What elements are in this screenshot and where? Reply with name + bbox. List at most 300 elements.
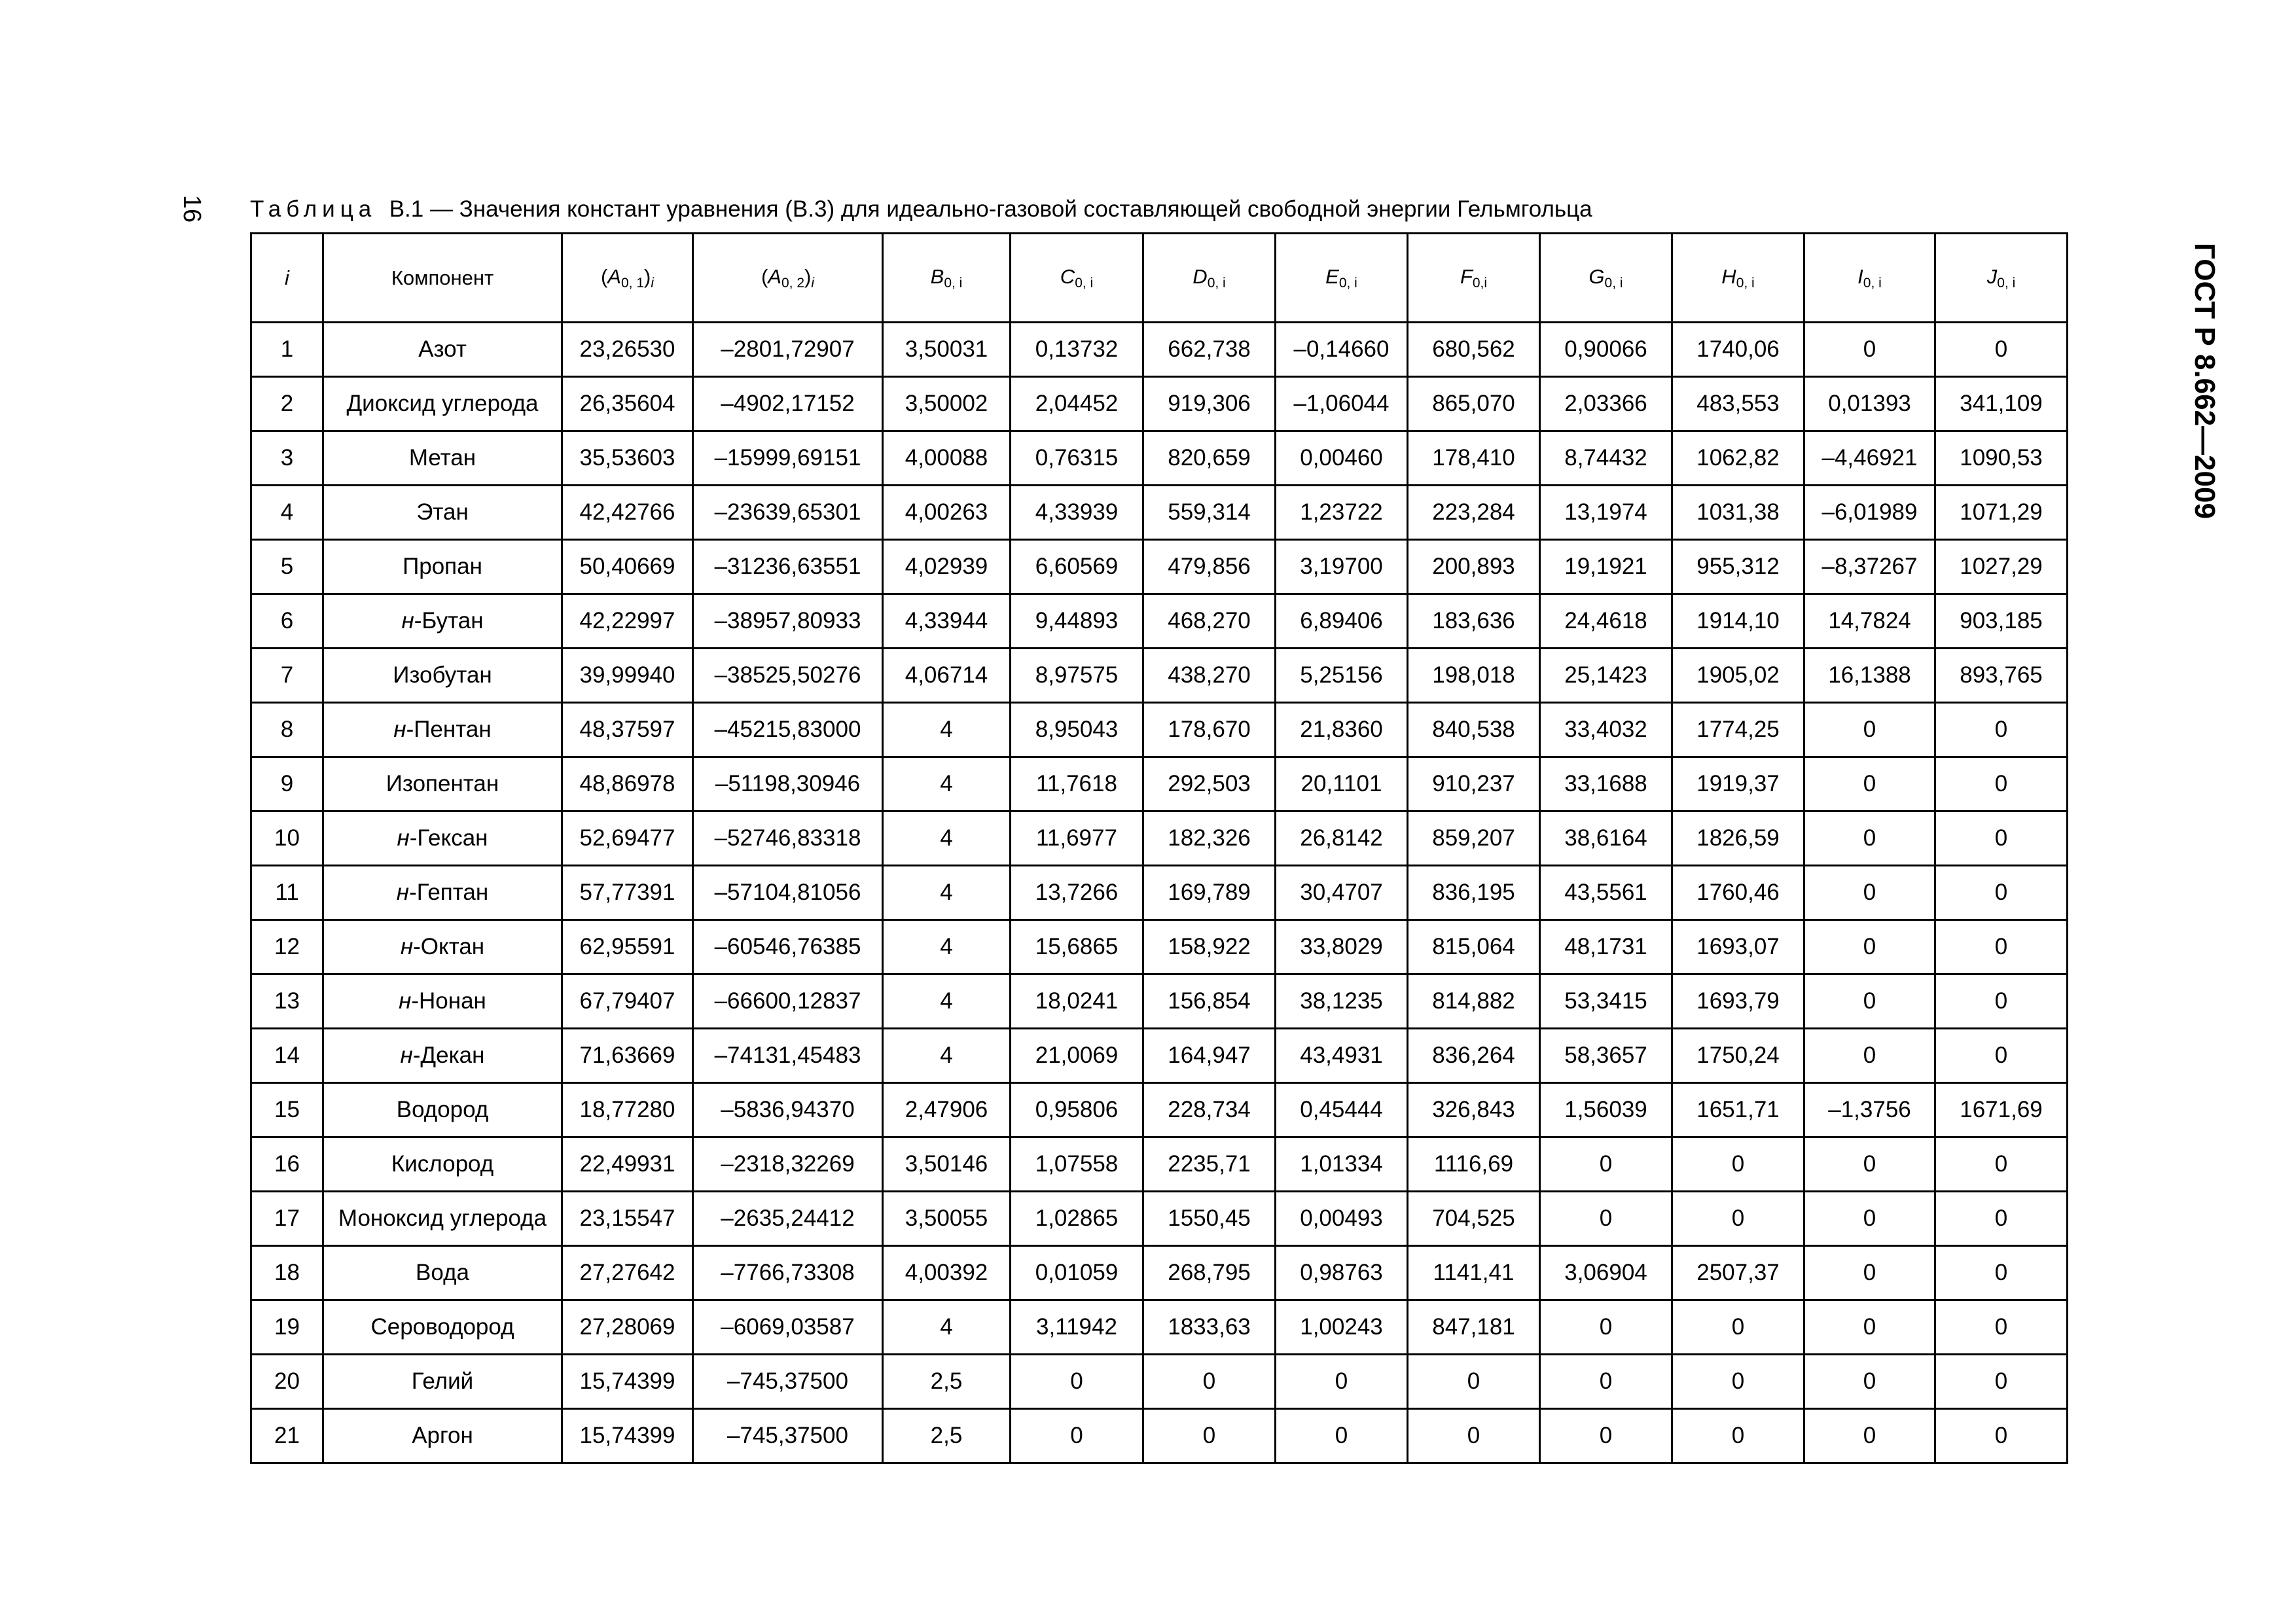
- value-cell: 198,018: [1408, 649, 1540, 703]
- component-name: Гелий: [411, 1368, 474, 1394]
- constants-table: [250, 232, 2068, 1464]
- component-name-cell: [323, 920, 562, 974]
- value-cell: 4: [883, 866, 1011, 920]
- value-cell: –745,37500: [693, 1409, 883, 1463]
- table-row: [251, 1192, 2068, 1246]
- value-cell: 1914,10: [1672, 594, 1804, 649]
- component-name: Сероводород: [370, 1314, 514, 1340]
- value-cell: 15,6865: [1011, 920, 1143, 974]
- value-cell: 1750,24: [1672, 1029, 1804, 1083]
- value-cell: 4: [883, 757, 1011, 812]
- component-name-cell: [323, 1246, 562, 1300]
- component-prefix: н: [401, 608, 414, 633]
- row-index-cell: 11: [251, 866, 323, 920]
- column-header: [1276, 234, 1408, 323]
- value-cell: 48,86978: [562, 757, 693, 812]
- value-cell: 0: [1143, 1409, 1276, 1463]
- header-symbol: B: [930, 264, 944, 288]
- table-row: [251, 1029, 2068, 1083]
- value-cell: 52,69477: [562, 812, 693, 866]
- value-cell: 4: [883, 920, 1011, 974]
- value-cell: –2635,24412: [693, 1192, 883, 1246]
- value-cell: 62,95591: [562, 920, 693, 974]
- value-cell: 158,922: [1143, 920, 1276, 974]
- table-row: [251, 757, 2068, 812]
- component-name: -Гексан: [409, 825, 488, 851]
- column-header: [1408, 234, 1540, 323]
- value-cell: 2,47906: [883, 1083, 1011, 1137]
- table-body: [251, 323, 2068, 1463]
- value-cell: 183,636: [1408, 594, 1540, 649]
- value-cell: 0,00460: [1276, 431, 1408, 486]
- header-symbol: G: [1588, 264, 1605, 288]
- table-row: [251, 486, 2068, 540]
- component-name-cell: [323, 974, 562, 1029]
- row-index-cell: 16: [251, 1137, 323, 1192]
- value-cell: 1919,37: [1672, 757, 1804, 812]
- value-cell: 2,03366: [1540, 377, 1672, 431]
- value-cell: 38,6164: [1540, 812, 1672, 866]
- value-cell: 200,893: [1408, 540, 1540, 594]
- value-cell: 3,11942: [1011, 1300, 1143, 1355]
- value-cell: 26,35604: [562, 377, 693, 431]
- value-cell: 3,50055: [883, 1192, 1011, 1246]
- value-cell: 814,882: [1408, 974, 1540, 1029]
- value-cell: –52746,83318: [693, 812, 883, 866]
- value-cell: 0: [1804, 920, 1935, 974]
- value-cell: 4,02939: [883, 540, 1011, 594]
- value-cell: 479,856: [1143, 540, 1276, 594]
- component-name-cell: [323, 757, 562, 812]
- value-cell: 178,410: [1408, 431, 1540, 486]
- component-name: -Декан: [412, 1043, 485, 1068]
- value-cell: 2,04452: [1011, 377, 1143, 431]
- value-cell: 4: [883, 974, 1011, 1029]
- header-symbol: A: [607, 264, 621, 288]
- component-name-cell: [323, 649, 562, 703]
- value-cell: 0: [1935, 920, 2068, 974]
- component-name: Аргон: [412, 1423, 473, 1448]
- value-cell: 6,89406: [1276, 594, 1408, 649]
- table-row: [251, 431, 2068, 486]
- component-name-cell: [323, 866, 562, 920]
- value-cell: 1651,71: [1672, 1083, 1804, 1137]
- table-row: [251, 1355, 2068, 1409]
- component-name: Азот: [418, 336, 467, 362]
- table-row: [251, 812, 2068, 866]
- value-cell: 1071,29: [1935, 486, 2068, 540]
- value-cell: 8,74432: [1540, 431, 1672, 486]
- value-cell: 3,50031: [883, 323, 1011, 377]
- value-cell: –745,37500: [693, 1355, 883, 1409]
- value-cell: 0: [1804, 1246, 1935, 1300]
- component-prefix: н: [399, 988, 412, 1014]
- value-cell: 24,4618: [1540, 594, 1672, 649]
- component-name: Изопентан: [386, 771, 499, 796]
- component-name: Метан: [408, 445, 476, 471]
- column-header: $(A_{0, 1})_i$: [562, 234, 693, 323]
- value-cell: 1090,53: [1935, 431, 2068, 486]
- value-cell: 1116,69: [1408, 1137, 1540, 1192]
- value-cell: –4,46921: [1804, 431, 1935, 486]
- value-cell: –6,01989: [1804, 486, 1935, 540]
- header-symbol: F: [1460, 264, 1473, 288]
- component-name-cell: [323, 1192, 562, 1246]
- header-symbol: i: [285, 266, 289, 289]
- caption-label: Таблица: [250, 196, 377, 222]
- value-cell: 662,738: [1143, 323, 1276, 377]
- value-cell: 23,26530: [562, 323, 693, 377]
- value-cell: –8,37267: [1804, 540, 1935, 594]
- component-name: Моноксид углерода: [338, 1205, 547, 1231]
- value-cell: 8,95043: [1011, 703, 1143, 757]
- value-cell: 0: [1935, 866, 2068, 920]
- value-cell: 468,270: [1143, 594, 1276, 649]
- value-cell: 0,95806: [1011, 1083, 1143, 1137]
- value-cell: 0: [1276, 1355, 1408, 1409]
- value-cell: 1740,06: [1672, 323, 1804, 377]
- value-cell: 0: [1540, 1300, 1672, 1355]
- value-cell: 27,28069: [562, 1300, 693, 1355]
- header-subscript: 0, i: [1997, 275, 2016, 291]
- value-cell: –38525,50276: [693, 649, 883, 703]
- component-name: Водород: [396, 1097, 489, 1122]
- value-cell: 1760,46: [1672, 866, 1804, 920]
- component-name-cell: [323, 540, 562, 594]
- column-header: [1672, 234, 1804, 323]
- row-index-cell: 12: [251, 920, 323, 974]
- value-cell: 2,5: [883, 1409, 1011, 1463]
- row-index-cell: 6: [251, 594, 323, 649]
- component-prefix: н: [393, 717, 406, 742]
- value-cell: 4,33939: [1011, 486, 1143, 540]
- value-cell: 53,3415: [1540, 974, 1672, 1029]
- value-cell: –7766,73308: [693, 1246, 883, 1300]
- component-name-cell: [323, 594, 562, 649]
- value-cell: 1062,82: [1672, 431, 1804, 486]
- value-cell: 1,23722: [1276, 486, 1408, 540]
- component-name: Диоксид углерода: [346, 391, 539, 416]
- table-row: [251, 649, 2068, 703]
- value-cell: 26,8142: [1276, 812, 1408, 866]
- component-name-cell: [323, 1355, 562, 1409]
- value-cell: 67,79407: [562, 974, 693, 1029]
- value-cell: 0,98763: [1276, 1246, 1408, 1300]
- value-cell: –2318,32269: [693, 1137, 883, 1192]
- component-name-cell: [323, 323, 562, 377]
- value-cell: 955,312: [1672, 540, 1804, 594]
- value-cell: 4,00392: [883, 1246, 1011, 1300]
- value-cell: 71,63669: [562, 1029, 693, 1083]
- value-cell: 0: [1804, 757, 1935, 812]
- value-cell: 0: [1276, 1409, 1408, 1463]
- header-symbol: D: [1193, 264, 1208, 288]
- column-header: [1143, 234, 1276, 323]
- row-index-cell: 19: [251, 1300, 323, 1355]
- value-cell: 0: [1935, 1246, 2068, 1300]
- value-cell: 25,1423: [1540, 649, 1672, 703]
- value-cell: –60546,76385: [693, 920, 883, 974]
- value-cell: 1833,63: [1143, 1300, 1276, 1355]
- value-cell: 18,77280: [562, 1083, 693, 1137]
- value-cell: 6,60569: [1011, 540, 1143, 594]
- value-cell: 0: [1672, 1137, 1804, 1192]
- value-cell: 341,109: [1935, 377, 2068, 431]
- value-cell: 58,3657: [1540, 1029, 1672, 1083]
- component-name-cell: [323, 1409, 562, 1463]
- value-cell: 1,01334: [1276, 1137, 1408, 1192]
- row-index-cell: 15: [251, 1083, 323, 1137]
- column-header: [883, 234, 1011, 323]
- value-cell: 50,40669: [562, 540, 693, 594]
- value-cell: 292,503: [1143, 757, 1276, 812]
- component-name: -Октан: [413, 934, 485, 959]
- header-subscript: 0, i: [1207, 275, 1226, 291]
- value-cell: –1,3756: [1804, 1083, 1935, 1137]
- value-cell: 21,8360: [1276, 703, 1408, 757]
- value-cell: 30,4707: [1276, 866, 1408, 920]
- value-cell: 156,854: [1143, 974, 1276, 1029]
- value-cell: –4902,17152: [693, 377, 883, 431]
- column-header: [1935, 234, 2068, 323]
- value-cell: 0: [1935, 703, 2068, 757]
- table-row: [251, 323, 2068, 377]
- value-cell: 1,02865: [1011, 1192, 1143, 1246]
- value-cell: 0: [1672, 1355, 1804, 1409]
- value-cell: 1,00243: [1276, 1300, 1408, 1355]
- component-prefix: н: [397, 825, 410, 851]
- value-cell: 0,00493: [1276, 1192, 1408, 1246]
- value-cell: 0: [1935, 323, 2068, 377]
- value-cell: 15,74399: [562, 1409, 693, 1463]
- row-index-cell: 20: [251, 1355, 323, 1409]
- component-name: Кислород: [391, 1151, 494, 1177]
- value-cell: 0: [1540, 1355, 1672, 1409]
- value-cell: 0: [1540, 1409, 1672, 1463]
- document-code: ГОСТ Р 8.662—2009: [2189, 243, 2221, 519]
- value-cell: 0: [1804, 703, 1935, 757]
- value-cell: 0: [1935, 1192, 2068, 1246]
- value-cell: 2235,71: [1143, 1137, 1276, 1192]
- value-cell: 0,01393: [1804, 377, 1935, 431]
- value-cell: 0,13732: [1011, 323, 1143, 377]
- header-subscript: 0, i: [1075, 275, 1094, 291]
- value-cell: 43,4931: [1276, 1029, 1408, 1083]
- value-cell: 0: [1935, 974, 2068, 1029]
- value-cell: 169,789: [1143, 866, 1276, 920]
- component-name-cell: [323, 1083, 562, 1137]
- component-name: -Бутан: [414, 608, 484, 633]
- caption-text: В.1 — Значения констант уравнения (В.3) для идеально-газовой составляющей свободной энергии Гельмгольца: [389, 196, 1592, 222]
- header-subscript: 0, i: [944, 275, 963, 291]
- value-cell: 704,525: [1408, 1192, 1540, 1246]
- component-name: Изобутан: [393, 662, 492, 688]
- value-cell: 0: [1804, 812, 1935, 866]
- column-header: [1540, 234, 1672, 323]
- value-cell: 847,181: [1408, 1300, 1540, 1355]
- value-cell: 35,53603: [562, 431, 693, 486]
- value-cell: 223,284: [1408, 486, 1540, 540]
- value-cell: 178,670: [1143, 703, 1276, 757]
- value-cell: 27,27642: [562, 1246, 693, 1300]
- header-subscript: 0,i: [1472, 275, 1488, 291]
- table-row: [251, 1409, 2068, 1463]
- table-row: [251, 866, 2068, 920]
- value-cell: 33,1688: [1540, 757, 1672, 812]
- value-cell: 1905,02: [1672, 649, 1804, 703]
- value-cell: 0: [1935, 1137, 2068, 1192]
- header-row: [251, 234, 2068, 323]
- value-cell: 0: [1011, 1409, 1143, 1463]
- row-index-cell: 13: [251, 974, 323, 1029]
- value-cell: 0: [1804, 1300, 1935, 1355]
- value-cell: –31236,63551: [693, 540, 883, 594]
- table-row: [251, 974, 2068, 1029]
- value-cell: 4: [883, 703, 1011, 757]
- value-cell: 0: [1804, 866, 1935, 920]
- value-cell: 38,1235: [1276, 974, 1408, 1029]
- component-prefix: н: [400, 934, 414, 959]
- row-index-cell: 2: [251, 377, 323, 431]
- value-cell: 1,07558: [1011, 1137, 1143, 1192]
- value-cell: –6069,03587: [693, 1300, 883, 1355]
- component-name: -Пентан: [406, 717, 492, 742]
- header-outer-subscript: i: [651, 275, 655, 291]
- component-name: Вода: [416, 1260, 469, 1285]
- value-cell: –38957,80933: [693, 594, 883, 649]
- row-index-cell: 1: [251, 323, 323, 377]
- table-row: [251, 920, 2068, 974]
- value-cell: 16,1388: [1804, 649, 1935, 703]
- value-cell: –66600,12837: [693, 974, 883, 1029]
- value-cell: 4: [883, 1029, 1011, 1083]
- value-cell: 0,76315: [1011, 431, 1143, 486]
- column-header: [1011, 234, 1143, 323]
- value-cell: 33,8029: [1276, 920, 1408, 974]
- component-prefix: н: [396, 880, 410, 905]
- header-symbol: C: [1060, 264, 1075, 288]
- value-cell: –1,06044: [1276, 377, 1408, 431]
- value-cell: 57,77391: [562, 866, 693, 920]
- table-caption: [250, 196, 1592, 223]
- value-cell: 0: [1804, 1137, 1935, 1192]
- header-symbol: A: [768, 264, 781, 288]
- value-cell: 268,795: [1143, 1246, 1276, 1300]
- table-row: [251, 540, 2068, 594]
- value-cell: 483,553: [1672, 377, 1804, 431]
- value-cell: 0,01059: [1011, 1246, 1143, 1300]
- value-cell: 20,1101: [1276, 757, 1408, 812]
- row-index-cell: 17: [251, 1192, 323, 1246]
- value-cell: 1141,41: [1408, 1246, 1540, 1300]
- value-cell: 15,74399: [562, 1355, 693, 1409]
- value-cell: 0: [1935, 1300, 2068, 1355]
- value-cell: 919,306: [1143, 377, 1276, 431]
- value-cell: 815,064: [1408, 920, 1540, 974]
- value-cell: 0: [1935, 1409, 2068, 1463]
- value-cell: 228,734: [1143, 1083, 1276, 1137]
- value-cell: 0: [1804, 974, 1935, 1029]
- value-cell: 43,5561: [1540, 866, 1672, 920]
- value-cell: 836,264: [1408, 1029, 1540, 1083]
- table-row: [251, 377, 2068, 431]
- row-index-cell: 7: [251, 649, 323, 703]
- header-subscript: 0, i: [1604, 275, 1623, 291]
- value-cell: 0: [1804, 323, 1935, 377]
- table-row: [251, 594, 2068, 649]
- component-name: Этан: [416, 499, 469, 525]
- value-cell: 4,33944: [883, 594, 1011, 649]
- column-header: $(A_{0, 2})_i$: [693, 234, 883, 323]
- table-row: [251, 1246, 2068, 1300]
- page-number: 16: [178, 194, 206, 223]
- value-cell: 3,06904: [1540, 1246, 1672, 1300]
- component-name: -Гептан: [409, 880, 489, 905]
- row-index-cell: 4: [251, 486, 323, 540]
- column-header: [1804, 234, 1935, 323]
- value-cell: 0: [1672, 1192, 1804, 1246]
- table-row: [251, 1137, 2068, 1192]
- row-index-cell: 9: [251, 757, 323, 812]
- table-row: [251, 703, 2068, 757]
- value-cell: 18,0241: [1011, 974, 1143, 1029]
- table-row: [251, 1300, 2068, 1355]
- value-cell: 4,00263: [883, 486, 1011, 540]
- value-cell: 4,06714: [883, 649, 1011, 703]
- value-cell: 33,4032: [1540, 703, 1672, 757]
- value-cell: 0,45444: [1276, 1083, 1408, 1137]
- value-cell: 0: [1804, 1029, 1935, 1083]
- component-name-cell: [323, 377, 562, 431]
- value-cell: 438,270: [1143, 649, 1276, 703]
- header-symbol: I: [1857, 264, 1863, 288]
- value-cell: 42,42766: [562, 486, 693, 540]
- value-cell: 0: [1143, 1355, 1276, 1409]
- header-subscript: 0, i: [1736, 275, 1755, 291]
- value-cell: 22,49931: [562, 1137, 693, 1192]
- header-subscript: 0, 2: [781, 275, 805, 291]
- value-cell: 4,00088: [883, 431, 1011, 486]
- component-name-cell: [323, 1300, 562, 1355]
- value-cell: 0: [1540, 1137, 1672, 1192]
- value-cell: 48,1731: [1540, 920, 1672, 974]
- value-cell: 11,7618: [1011, 757, 1143, 812]
- row-index-cell: 8: [251, 703, 323, 757]
- value-cell: 0,90066: [1540, 323, 1672, 377]
- value-cell: 1027,29: [1935, 540, 2068, 594]
- value-cell: –5836,94370: [693, 1083, 883, 1137]
- value-cell: 11,6977: [1011, 812, 1143, 866]
- row-index-cell: 14: [251, 1029, 323, 1083]
- value-cell: 0: [1935, 812, 2068, 866]
- header-symbol: J: [1986, 264, 1998, 288]
- value-cell: –0,14660: [1276, 323, 1408, 377]
- value-cell: 865,070: [1408, 377, 1540, 431]
- value-cell: 0: [1935, 1029, 2068, 1083]
- table-row: [251, 1083, 2068, 1137]
- value-cell: 0: [1540, 1192, 1672, 1246]
- value-cell: 8,97575: [1011, 649, 1143, 703]
- header-outer-subscript: i: [811, 275, 815, 291]
- component-name-cell: [323, 1137, 562, 1192]
- value-cell: 0: [1935, 1355, 2068, 1409]
- value-cell: 0: [1804, 1355, 1935, 1409]
- value-cell: 39,99940: [562, 649, 693, 703]
- value-cell: 559,314: [1143, 486, 1276, 540]
- header-symbol: H: [1721, 264, 1736, 288]
- value-cell: 0: [1408, 1355, 1540, 1409]
- value-cell: –57104,81056: [693, 866, 883, 920]
